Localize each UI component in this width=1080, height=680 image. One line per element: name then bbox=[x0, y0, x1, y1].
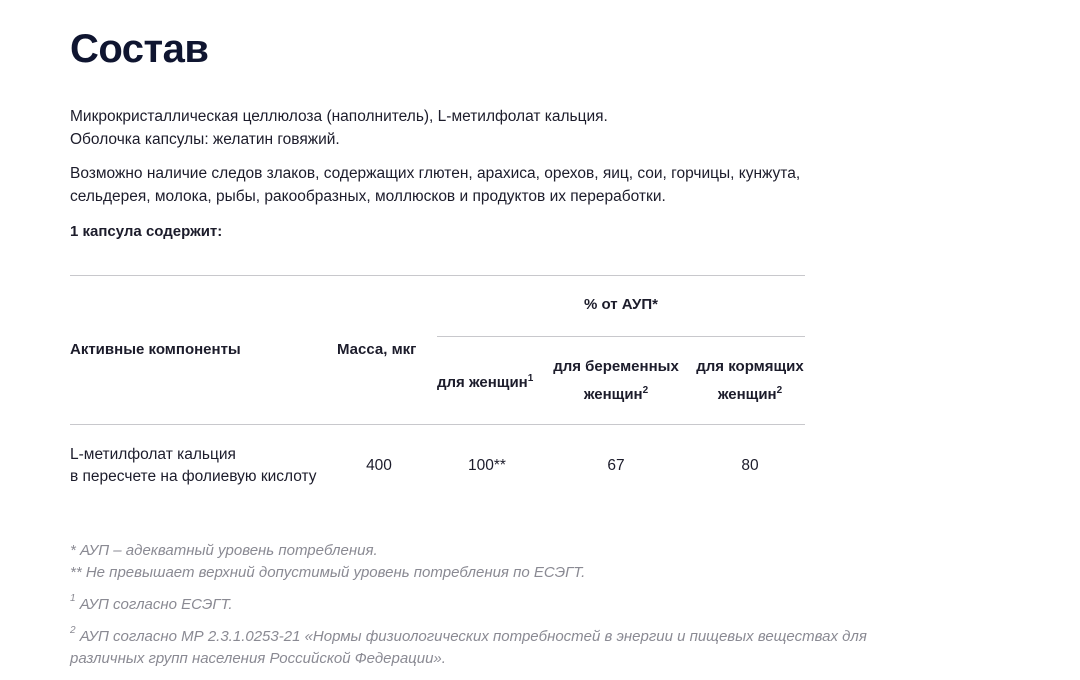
footnote-1 bbox=[70, 590, 910, 616]
header-aup-group: % от АУП* bbox=[583, 296, 659, 313]
footnote-2-continuation: различных групп населения Российской Федерации». bbox=[70, 650, 446, 667]
header-pregnant-line2: женщин bbox=[583, 386, 643, 403]
header-pregnant-sup: 2 bbox=[642, 385, 649, 396]
cell-mass: 400 bbox=[366, 457, 392, 474]
footnote-aup: * АУП – адекватный уровень потребления. bbox=[70, 542, 378, 559]
footnote-upper-limit: ** Не превышает верхний допустимый уровень потребления по ЕСЭГТ. bbox=[70, 564, 586, 581]
cell-lactating: 80 bbox=[741, 457, 759, 474]
page-title: Состав bbox=[70, 27, 209, 71]
header-lactating-sup: 2 bbox=[776, 385, 783, 396]
header-lactating-line1: для кормящих bbox=[696, 358, 804, 375]
group-header-divider bbox=[437, 336, 805, 337]
ingredients-text bbox=[70, 106, 608, 151]
cell-pregnant: 67 bbox=[607, 457, 625, 474]
component-note: в пересчете на фолиевую кислоту bbox=[70, 468, 317, 485]
header-women-sup: 1 bbox=[527, 373, 534, 384]
cell-women: 100** bbox=[468, 457, 506, 474]
header-lactating-line2: женщин bbox=[717, 386, 777, 403]
footnote-1-text: АУП согласно ЕСЭГТ. bbox=[75, 596, 233, 613]
capsule-heading: 1 капсула содержит: bbox=[70, 223, 223, 240]
table-top-divider bbox=[70, 275, 805, 276]
table-row-component bbox=[70, 444, 317, 488]
header-lactating bbox=[690, 353, 810, 409]
header-active-components: Активные компоненты bbox=[70, 341, 241, 358]
footnote-2-sup: 2 bbox=[70, 625, 76, 636]
component-name: L-метилфолат кальция bbox=[70, 446, 236, 463]
footnote-1-sup: 1 bbox=[70, 593, 76, 604]
footnote-2-text: АУП согласно МР 2.3.1.0253-21 «Нормы физиологических потребностей в энергии и пищевых веществах для bbox=[75, 628, 867, 645]
header-bottom-divider bbox=[70, 424, 805, 425]
allergens-text: Возможно наличие следов злаков, содержащих глютен, арахиса, орехов, яиц, сои, горчицы, кунжута, сельдерея, молока, рыбы, ракообразных, моллюсков и продуктов их переработки. bbox=[70, 165, 801, 205]
ingredients-line: Микрокристаллическая целлюлоза (наполнитель), L-метилфолат кальция. bbox=[70, 108, 608, 125]
capsule-shell-line: Оболочка капсулы: желатин говяжий. bbox=[70, 130, 340, 148]
header-women bbox=[437, 369, 533, 397]
footnotes bbox=[70, 540, 910, 670]
header-mass: Масса, мкг bbox=[337, 341, 417, 358]
header-pregnant-line1: для беременных bbox=[553, 358, 679, 375]
footnote-2 bbox=[70, 622, 910, 648]
header-women-label: для женщин bbox=[437, 374, 528, 391]
composition-table bbox=[70, 275, 805, 505]
header-pregnant bbox=[545, 353, 687, 409]
